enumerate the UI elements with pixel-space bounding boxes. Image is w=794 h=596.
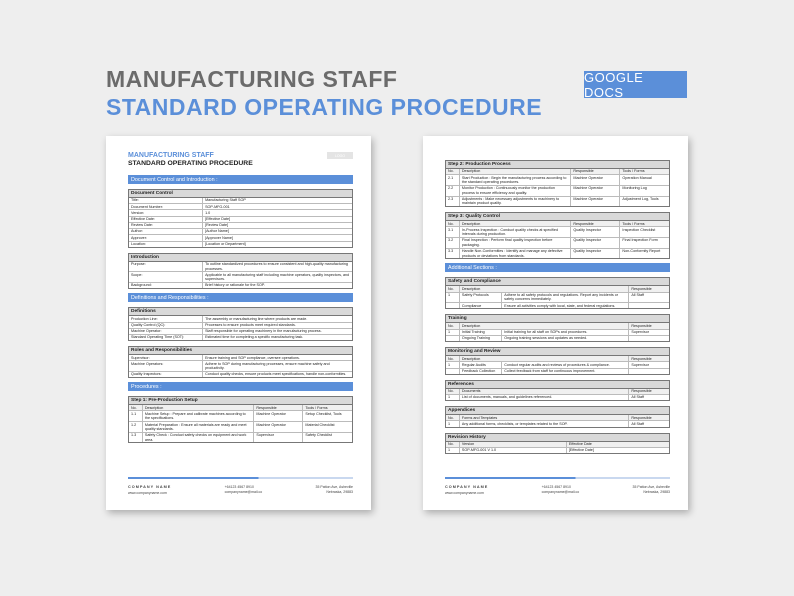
band-procedures: Procedures :: [128, 382, 353, 391]
appendices-table: [446, 415, 669, 426]
table-cell: Supervisor: [629, 329, 669, 335]
table-cell: To outline standardized procedures to ensure consistent and high-quality manufacturing processes.: [203, 262, 352, 272]
definitions-table: [129, 316, 352, 340]
doc-title: MANUFACTURING STAFF: [128, 152, 214, 159]
table-header-cell: Responsible: [571, 169, 620, 175]
table-header-cell: Description: [142, 405, 254, 411]
table-cell: Collect feedback from staff for continuous improvement.: [502, 368, 629, 374]
table-row: [446, 238, 669, 249]
introduction-section: [128, 253, 353, 290]
table-cell: [Approver Name]: [203, 235, 352, 241]
table-cell: Machine Setup : Prepare and calibrate machines according to the specifications.: [142, 411, 254, 422]
table-cell: Quality Inspector: [571, 227, 620, 238]
table-header-cell: No.: [446, 221, 459, 227]
hero-title: MANUFACTURING STAFF: [106, 66, 398, 92]
table-cell: Compliance: [459, 303, 501, 309]
table-cell: Material Checklist: [303, 422, 352, 433]
table-cell: SOP-MFG-001: [203, 204, 352, 210]
table-cell: Processes to ensure products meet required standards.: [203, 322, 352, 328]
table-cell: The assembly or manufacturing line where products are made.: [203, 316, 352, 322]
section-heading: Safety and Compliance: [446, 278, 669, 286]
table-row: [129, 372, 352, 378]
section-heading: Training: [446, 315, 669, 323]
table-header-cell: No.: [446, 415, 459, 421]
table-header-cell: Description: [459, 286, 628, 292]
table-cell: Adjustment Log, Tools: [622, 196, 659, 201]
table-cell: Approver:: [129, 235, 203, 241]
table-header-cell: No.: [446, 442, 459, 448]
training-section: [445, 314, 670, 342]
table-cell: [446, 335, 459, 341]
table-cell: List of documents, manuals, and guidelines referenced.: [459, 395, 628, 401]
table-cell: Machine Operator:: [129, 328, 203, 334]
table-row: [129, 283, 352, 289]
table-row: [446, 335, 669, 341]
table-row: [129, 272, 352, 283]
footer-company: COMPANY NAME: [128, 485, 172, 490]
table-cell: 1: [446, 447, 459, 453]
monitoring-table: [446, 356, 669, 374]
section-heading: Roles and Responsibilities: [129, 347, 352, 355]
table-header-cell: Version: [459, 442, 566, 448]
table-cell: Title:: [129, 198, 203, 204]
document-control-section: [128, 189, 353, 248]
table-header-cell: Description: [459, 323, 628, 329]
section-heading: Monitoring and Review: [446, 348, 669, 356]
step2-table: [446, 169, 669, 206]
table-header-cell: Responsible: [629, 286, 669, 292]
table-header-cell: Responsible: [629, 323, 669, 329]
table-cell: Regular Audits: [459, 362, 501, 368]
table-cell: 1: [446, 292, 459, 303]
step2-section: [445, 160, 670, 207]
table-header-cell: Tools / Forms: [620, 221, 669, 227]
table-row: [129, 422, 352, 433]
table-cell: [629, 303, 669, 309]
footer-email: companyname@mail.co: [224, 490, 263, 495]
table-cell: Standard Operating Time (SOT):: [129, 334, 203, 340]
table-row: [446, 368, 669, 374]
band-document-control: Document Control and Introduction :: [128, 175, 353, 184]
table-cell: Staff responsible for operating machinery in the manufacturing process.: [203, 328, 352, 334]
page-footer: [128, 477, 353, 496]
footer-bar: [128, 477, 353, 479]
table-header-cell: No.: [446, 323, 459, 329]
roles-section: [128, 346, 353, 378]
table-cell: 1: [446, 395, 459, 401]
table-row: [446, 227, 669, 238]
table-cell: In-Process Inspection : Conduct quality checks at specified intervals during production.: [459, 227, 571, 238]
table-cell: Any additional forms, checklists, or templates related to the SOP.: [459, 421, 628, 427]
table-cell: Applicable to all manufacturing staff including machine operators, quality inspectors, and supervisors.: [203, 272, 352, 283]
table-header-cell: Description: [459, 169, 571, 175]
table-cell: Initial Training: [459, 329, 501, 335]
table-row: [129, 334, 352, 340]
table-cell: Handle Non-Conformities : Identify and manage any defective products or deviations from standards.: [459, 248, 571, 258]
table-cell: Brief history or rationale for the SOP.: [205, 283, 265, 288]
table-cell: [Effective Date]: [203, 216, 352, 222]
table-cell: [Review Date]: [203, 222, 352, 228]
table-cell: Ensure all activities comply with local, state, and federal regulations.: [502, 303, 629, 309]
table-cell: [Effective Date]: [568, 448, 594, 453]
hero-subtitle: STANDARD OPERATING PROCEDURE: [106, 94, 543, 120]
section-heading: Step 1: Pre-Production Setup: [129, 397, 352, 405]
table-header-cell: Tools / Forms: [303, 405, 352, 411]
table-header-cell: Responsible: [629, 415, 669, 421]
table-cell: 1: [446, 362, 459, 368]
footer-phone: +64123 4567 8910: [224, 485, 254, 490]
table-header-cell: No.: [446, 389, 459, 395]
table-cell: Machine Operator: [571, 185, 620, 196]
table-header-cell: Documents: [459, 389, 628, 395]
training-table: [446, 323, 669, 341]
section-heading: References: [446, 381, 669, 389]
table-cell: Estimated time for completing a specific manufacturing task.: [205, 335, 304, 340]
table-cell: Conduct regular audits and reviews of procedures & compliance.: [502, 362, 629, 368]
table-cell: Monitoring Log: [620, 185, 669, 196]
table-cell: 3.1: [446, 227, 459, 238]
section-heading: Revision History: [446, 434, 669, 442]
table-header-cell: Responsible: [254, 405, 303, 411]
table-cell: 1.3: [129, 432, 142, 442]
band-definitions: Definitions and Responsibilities :: [128, 293, 353, 302]
table-cell: 3.3: [446, 248, 459, 258]
table-cell: Monitor Production : Continuously monitor the production process to ensure efficiency and quality.: [459, 185, 571, 196]
footer-email: companyname@mail.co: [541, 490, 580, 495]
table-cell: Safety Protocols: [459, 292, 501, 303]
definitions-section: [128, 307, 353, 341]
table-cell: Review Date:: [129, 222, 203, 228]
revision-section: [445, 433, 670, 454]
table-cell: Manufacturing Staff SOP: [203, 198, 352, 204]
table-cell: Safety Checklist: [305, 433, 332, 438]
table-row: [446, 447, 669, 453]
table-cell: Scope:: [129, 272, 203, 283]
table-row: [446, 303, 669, 309]
footer-website: www.companyname.com: [445, 490, 484, 495]
table-cell: Quality Control (QC):: [129, 322, 203, 328]
table-cell: 3.2: [446, 238, 459, 249]
table-cell: [Author Name]: [203, 229, 352, 235]
table-header-cell: Responsible: [571, 221, 620, 227]
appendices-section: [445, 406, 670, 427]
table-cell: Ensure training and SOP compliance, oversee operations.: [203, 355, 352, 361]
safety-table: [446, 286, 669, 308]
table-cell: SOP-MFG-001 V 1.0: [459, 447, 566, 453]
roles-table: [129, 355, 352, 377]
table-row: [446, 421, 669, 427]
document-control-table: [129, 198, 352, 247]
footer-address: Nebraska, 29883: [643, 490, 670, 495]
table-header-cell: Responsible: [629, 356, 669, 362]
table-row: [129, 411, 352, 422]
table-cell: 1: [446, 421, 459, 427]
doc-subtitle: STANDARD OPERATING PROCEDURE: [128, 160, 253, 167]
table-cell: Document Number:: [129, 204, 203, 210]
table-row: [446, 175, 669, 186]
footer-address: 35 Patton Ave, Asheville: [315, 485, 353, 490]
table-header-cell: No.: [446, 356, 459, 362]
table-row: [129, 262, 352, 272]
section-heading: Document Control: [129, 190, 352, 198]
table-cell: 1.2: [129, 422, 142, 433]
table-row: [446, 248, 669, 258]
table-cell: Safety Check : Conduct safety checks on equipment and work area.: [142, 432, 254, 442]
table-cell: [629, 368, 669, 374]
table-cell: All Staff: [631, 421, 644, 426]
table-cell: 1.0: [203, 210, 352, 216]
table-cell: 2.3: [446, 196, 459, 206]
table-cell: Supervisor:: [129, 355, 203, 361]
table-row: [129, 432, 352, 442]
revision-table: [446, 442, 669, 453]
table-cell: Machine Operator: [571, 196, 620, 206]
table-cell: Ongoing training sessions and updates as needed.: [502, 335, 629, 341]
step1-table: [129, 405, 352, 442]
table-cell: [446, 368, 459, 374]
table-cell: Production Line:: [129, 316, 203, 322]
table-cell: 2.1: [446, 175, 459, 186]
table-row: [129, 241, 352, 247]
google-docs-badge: GOOGLE DOCS: [584, 71, 687, 98]
table-cell: Material Preparation : Ensure all materials are ready and meet quality standards.: [142, 422, 254, 433]
table-cell: Adjustments : Make necessary adjustments to machinery to maintain product quality.: [459, 196, 571, 206]
table-cell: Setup Checklist, Tools: [303, 411, 352, 422]
footer-bar: [445, 477, 670, 479]
table-cell: Machine Operators:: [129, 361, 203, 372]
page-footer: [445, 477, 670, 496]
table-header-cell: Description: [459, 356, 628, 362]
table-cell: Author:: [129, 229, 203, 235]
table-cell: Effective Date:: [129, 216, 203, 222]
table-cell: Location:: [129, 241, 203, 247]
table-cell: Adhere to SOP during manufacturing processes, ensure machine safety and productivity.: [203, 361, 352, 372]
step3-section: [445, 212, 670, 259]
footer-company: COMPANY NAME: [445, 485, 489, 490]
safety-section: [445, 277, 670, 309]
step1-section: [128, 396, 353, 443]
document-page-1: [106, 136, 371, 510]
footer-address: 35 Patton Ave, Asheville: [632, 485, 670, 490]
table-header-cell: No.: [129, 405, 142, 411]
table-row: [446, 362, 669, 368]
table-header-cell: No.: [446, 169, 459, 175]
table-cell: Operation Manual: [620, 175, 669, 186]
footer-address: Nebraska, 29883: [326, 490, 353, 495]
table-cell: Ongoing Training: [459, 335, 501, 341]
table-header-cell: Tools / Forms: [620, 169, 669, 175]
section-heading: Definitions: [129, 308, 352, 316]
table-cell: Conduct quality checks, ensure products meet specifications, handle non-conformities.: [205, 372, 347, 377]
footer-phone: +64123 4567 8910: [541, 485, 571, 490]
table-cell: Non-Conformity Report: [622, 249, 661, 254]
table-cell: Supervisor: [629, 362, 669, 368]
table-cell: Supervisor: [254, 432, 303, 442]
table-row: [446, 329, 669, 335]
table-cell: Machine Operator: [571, 175, 620, 186]
step3-table: [446, 221, 669, 258]
footer-website: www.companyname.com: [128, 490, 167, 495]
band-additional: Additional Sections :: [445, 263, 670, 272]
logo-placeholder: LOGO: [327, 152, 353, 159]
table-cell: Final Inspection : Perform final quality inspection before packaging.: [459, 238, 571, 249]
table-cell: [446, 303, 459, 309]
references-table: [446, 389, 669, 400]
table-cell: All Staff: [629, 292, 669, 303]
table-row: [446, 185, 669, 196]
table-header-cell: Description: [459, 221, 571, 227]
table-row: [446, 292, 669, 303]
section-heading: Appendices: [446, 407, 669, 415]
table-cell: Feedback Collection: [459, 368, 501, 374]
section-heading: Step 2: Production Process: [446, 161, 669, 169]
table-cell: [629, 335, 669, 341]
table-cell: [Location or Department]: [205, 241, 246, 246]
table-cell: Machine Operator: [254, 422, 303, 433]
table-cell: Inspection Checklist: [620, 227, 669, 238]
table-header-cell: Responsible: [629, 389, 669, 395]
table-row: [129, 361, 352, 372]
table-cell: Initial training for all staff on SOPs and procedures.: [502, 329, 629, 335]
table-cell: Background:: [129, 283, 203, 289]
monitoring-section: [445, 347, 670, 375]
table-cell: Version:: [129, 210, 203, 216]
section-heading: Step 3: Quality Control: [446, 213, 669, 221]
table-cell: Quality Inspector: [571, 238, 620, 249]
table-cell: Purpose:: [129, 262, 203, 272]
table-cell: Quality Inspector: [571, 248, 620, 258]
table-header-cell: Forms and Templates: [459, 415, 628, 421]
table-cell: 2.2: [446, 185, 459, 196]
section-heading: Introduction: [129, 254, 352, 262]
document-page-2: [423, 136, 688, 510]
table-row: [446, 196, 669, 206]
table-header-cell: No.: [446, 286, 459, 292]
table-cell: Final Inspection Form: [620, 238, 669, 249]
table-header-cell: Effective Date: [566, 442, 669, 448]
table-cell: Start Production : Begin the manufacturing process according to the standard operating procedures.: [459, 175, 571, 186]
references-section: [445, 380, 670, 401]
table-cell: Machine Operator: [254, 411, 303, 422]
table-row: [446, 395, 669, 401]
table-cell: 1.1: [129, 411, 142, 422]
table-cell: Adhere to all safety protocols and regulations. Report any incidents or safety concerns immediately.: [502, 292, 629, 303]
introduction-table: [129, 262, 352, 289]
table-cell: 1: [446, 329, 459, 335]
table-cell: All Staff: [631, 395, 644, 400]
table-cell: Quality Inspectors:: [129, 372, 203, 378]
